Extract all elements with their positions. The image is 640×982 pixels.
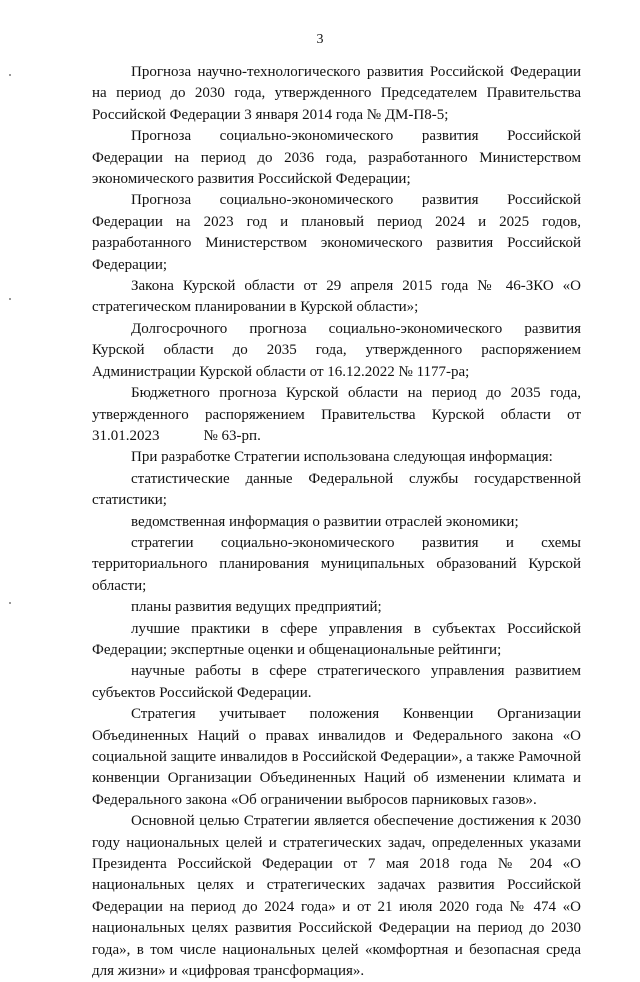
scan-mark [9, 74, 11, 76]
paragraph: научные работы в сфере стратегического управления развитием субъектов Российской Федерации. [92, 663, 581, 701]
paragraph-text: Бюджетного прогноза Курской области на период до 2035 года, утвержденного распоряжением Правительства Курской области [92, 385, 581, 423]
paragraph: планы развития ведущих предприятий; [131, 599, 382, 616]
paragraph: Прогноза научно-технологического развития Российской Федерации на период до 2030 года, утвержденного Председателем Правительства Российской Федерации 3 января 2014 года № ДМ-П8-5; [92, 64, 581, 123]
budget-forecast-number: № 63-рп. [203, 427, 261, 444]
scan-mark [9, 298, 11, 300]
budget-forecast-date: от 31.01.2023 [92, 406, 581, 444]
paragraph: При разработке Стратегии использована следующая информация: [131, 449, 553, 466]
paragraph: стратегии социально-экономического развития и схемы территориального планирования муниципальных образований Курской области; [92, 534, 581, 594]
paragraph: Долгосрочного прогноза социально-экономического развития Курской области до 2035 года, утвержденного распоряжением Администрации Курской области от 16.12.2022 № 1177-ра; [92, 320, 581, 380]
page-number: 3 [316, 32, 324, 47]
paragraph: лучшие практики в сфере управления в субъектах Российской Федерации; экспертные оценки и общенациональные рейтинги; [92, 620, 581, 658]
paragraph: Основной целью Стратегии является обеспечение достижения к 2030 году национальных целей и стратегических задач, определенных указами Президента Российской Федерации от 7 мая 2018 года № 204 «О национальных целях и стратегических задачах развития Российской Федерации на период до 2024 года» и от 21 июля 2020 года № 474 «О национальных целях развития Российской Федерации на период до 2030 года», в том числе национальных целей «комфортная и безопасная среда для жизни» и «цифровая трансформация». [92, 813, 581, 980]
paragraph: Прогноза социально-экономического развития Российской Федерации на 2023 год и плановый период 2024 и 2025 годов, разработанного Министерством экономического развития Российской Федерации; [92, 192, 581, 273]
paragraph: статистические данные Федеральной службы государственной статистики; [92, 470, 581, 509]
document-body [92, 62, 581, 982]
paragraph: ведомственная информация о развитии отраслей экономики; [131, 513, 519, 530]
paragraph: Стратегия учитывает положения Конвенции Организации Объединенных Наций о правах инвалидов и Федерального закона «О социальной защите инвалидов в Российской Федерации», а также Рамочной конвенции Организации Объединенных Наций об изменении климата и Федерального закона «Об ограничении выбросов парниковых газов». [92, 706, 581, 808]
scan-mark [9, 602, 11, 604]
paragraph: Прогноза социально-экономического развития Российской Федерации на период до 2036 года, разработанного Министерством экономического развития Российской Федерации; [92, 128, 581, 188]
paragraph: Закона Курской области от 29 апреля 2015 года № 46-ЗКО «О стратегическом планировании в Курской области»; [92, 278, 581, 316]
paragraph-budget-forecast [92, 383, 581, 447]
